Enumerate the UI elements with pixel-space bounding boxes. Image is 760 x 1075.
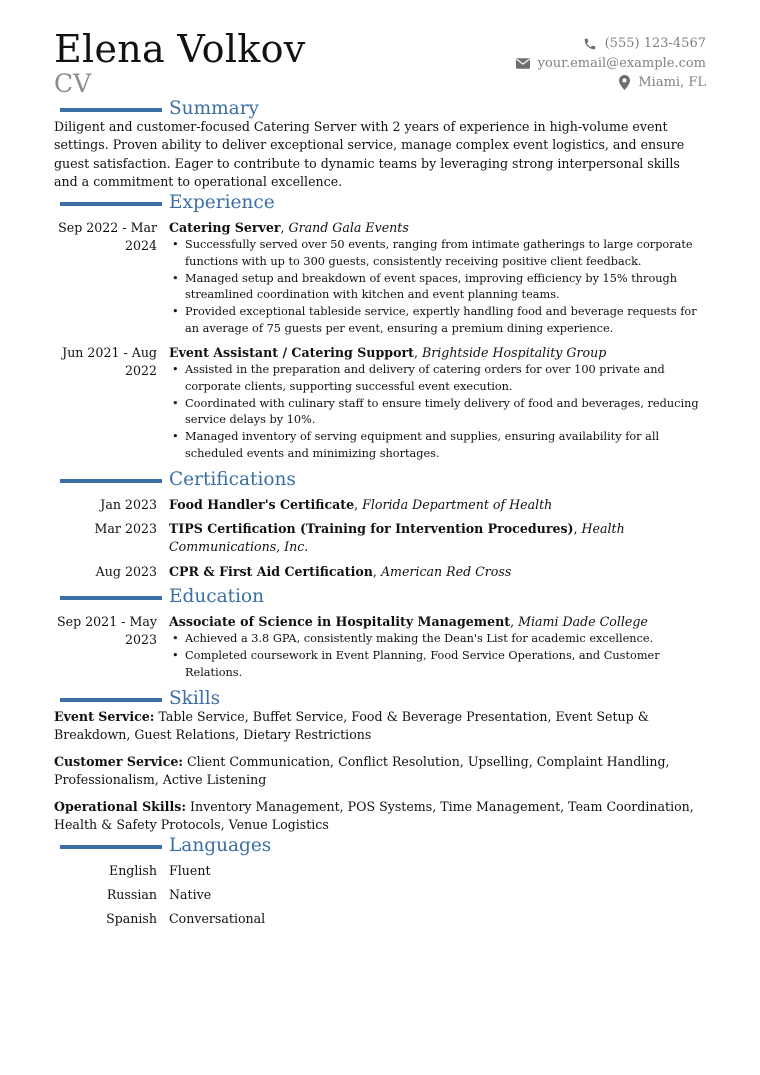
list-item: • Coordinated with culinary staff to ensure timely delivery of food and beverages, reducing service delays by 10%. [169, 396, 706, 430]
contact-phone [516, 34, 706, 54]
certification-issuer: Health Communications, Inc. [169, 521, 625, 555]
envelope-icon [516, 58, 530, 69]
location-text: Miami, FL [638, 75, 706, 90]
language-level: Fluent [169, 863, 211, 878]
section-accent-bar [60, 596, 162, 600]
language-name: Spanish [106, 911, 157, 926]
phone-number[interactable]: (555) 123-4567 [604, 36, 706, 51]
section-title: Education [169, 586, 265, 607]
employer-name: Brightside Hospitality Group [421, 345, 607, 360]
certification-entry: Food Handler's Certificate, Florida Department of Health [169, 497, 553, 512]
experience-date: Jun 2021 - Aug 2022 [62, 345, 157, 379]
degree-name: Associate of Science in Hospitality Management [169, 614, 511, 629]
experience-bullets [169, 237, 706, 338]
section-accent-bar [60, 202, 162, 206]
language-level: Native [169, 887, 212, 902]
experience-bullets [169, 362, 706, 463]
section-accent-bar [60, 108, 162, 112]
skill-values: Client Communication, Conflict Resolution, Upselling, Complaint Handling, Professionalism, Active Listening [54, 754, 670, 788]
contact-location [516, 73, 706, 93]
contact-block [516, 34, 706, 93]
language-name: Russian [106, 887, 157, 902]
skill-row [54, 708, 709, 745]
language-level: Conversational [169, 911, 266, 926]
skill-label: Event Service: [54, 709, 155, 724]
employer-name: Grand Gala Events [288, 220, 409, 235]
phone-icon [583, 37, 597, 51]
list-item: • Completed coursework in Event Planning, Food Service Operations, and Customer Relations. [169, 648, 706, 682]
certification-date: Mar 2023 [94, 521, 157, 536]
candidate-name: Elena Volkov [54, 27, 306, 71]
experience-heading: Event Assistant / Catering Support, Brightside Hospitality Group [169, 345, 607, 360]
document-subtitle: CV [54, 69, 92, 98]
skill-label: Operational Skills: [54, 799, 186, 814]
section-title: Languages [169, 835, 272, 856]
experience-heading: Catering Server, Grand Gala Events [169, 220, 409, 235]
map-pin-icon [619, 75, 630, 90]
language-name: English [109, 863, 157, 878]
section-title: Skills [169, 688, 221, 709]
certification-issuer: American Red Cross [380, 564, 512, 579]
list-item: • Provided exceptional tableside service, expertly handling food and beverage requests for an average of 75 guests per event, ensuring a premium dining experience. [169, 304, 706, 338]
email-address[interactable]: your.email@example.com [537, 55, 706, 71]
certification-date: Aug 2023 [95, 564, 157, 579]
list-item: • Achieved a 3.8 GPA, consistently making the Dean's List for academic excellence. [169, 631, 706, 648]
skill-row [54, 798, 709, 835]
experience-date: Sep 2022 - Mar 2024 [58, 220, 157, 254]
education-bullets [169, 631, 706, 681]
list-item: • Managed inventory of serving equipment and supplies, ensuring availability for all scheduled events and minimizing shortages. [169, 429, 706, 463]
summary-text: Diligent and customer-focused Catering Server with 2 years of experience in high-volume event settings. Proven ability to deliver exceptional service, manage complex event logistics, and ensure guest satisfaction. Eager to contribute to dynamic teams by leveraging strong interpersonal skills and a commitment to operational excellence. [54, 119, 685, 190]
skill-values: Inventory Management, POS Systems, Time Management, Team Coordination, Health & Safety Protocols, Venue Logistics [54, 799, 694, 833]
job-title: Catering Server [169, 220, 281, 235]
certification-date: Jan 2023 [100, 497, 157, 512]
section-title: Certifications [169, 469, 296, 490]
education-heading: Associate of Science in Hospitality Management, Miami Dade College [169, 614, 648, 629]
list-item: • Assisted in the preparation and delivery of catering orders for over 100 private and corporate clients, supporting successful event execution. [169, 362, 706, 396]
certification-entry: CPR & First Aid Certification, American Red Cross [169, 564, 512, 579]
certification-name: TIPS Certification (Training for Intervention Procedures) [169, 521, 574, 536]
section-title: Experience [169, 192, 275, 213]
section-accent-bar [60, 845, 162, 849]
skill-row [54, 753, 709, 790]
certification-entry: TIPS Certification (Training for Intervention Procedures), Health Communications, Inc. [169, 521, 625, 555]
school-name: Miami Dade College [518, 614, 648, 629]
job-title: Event Assistant / Catering Support [169, 345, 414, 360]
skill-label: Customer Service: [54, 754, 184, 769]
list-item: • Successfully served over 50 events, ranging from intimate gatherings to large corporate functions with up to 300 guests, consistently receiving positive client feedback. [169, 237, 706, 271]
skill-values: Table Service, Buffet Service, Food & Beverage Presentation, Event Setup & Breakdown, Guest Relations, Dietary Restrictions [54, 709, 649, 743]
contact-email [516, 54, 706, 74]
section-accent-bar [60, 698, 162, 702]
list-item: • Managed setup and breakdown of event spaces, improving efficiency by 15% through streamlined coordination with kitchen and event planning teams. [169, 271, 706, 305]
section-accent-bar [60, 479, 162, 483]
education-date: Sep 2021 - May 2023 [57, 614, 157, 648]
certification-name: Food Handler's Certificate [169, 497, 355, 512]
certification-issuer: Florida Department of Health [362, 497, 553, 512]
certification-name: CPR & First Aid Certification [169, 564, 373, 579]
section-title: Summary [169, 98, 259, 119]
